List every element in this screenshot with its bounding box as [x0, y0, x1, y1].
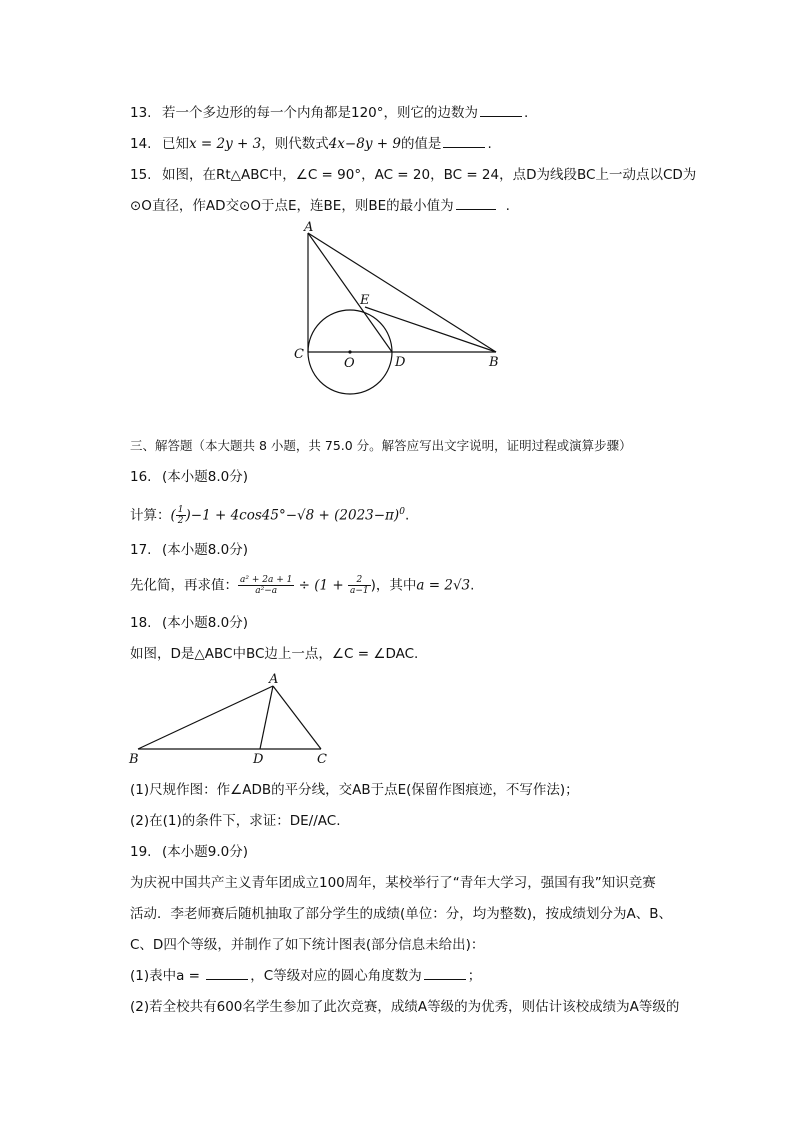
question-16-body: 计算：( $\frac{1}{2}$ )$-1 + 4\cos 45^\circ-√8 + (2023-\pi)^0$. [130, 505, 410, 526]
answer-blank [456, 197, 496, 210]
question-17-body [130, 575, 474, 596]
punctuation: . [404, 507, 410, 524]
segment-AD [260, 686, 273, 749]
segment-AB [308, 233, 496, 352]
label-C: C [317, 752, 327, 767]
question-number: 13. [130, 105, 152, 121]
question-text: 若一个多边形的每一个内角都是120°，则它的边数为 [162, 105, 479, 121]
question-text: 的值是 [400, 136, 442, 152]
punctuation: . [470, 577, 475, 594]
question-text: (1)表中a = [130, 968, 205, 984]
segment-AD [308, 233, 392, 352]
segment-AC [273, 686, 321, 749]
segment-AB [138, 686, 273, 749]
question-19-line-3: C、D四个等级，并制作了如下统计图表(部分信息未给出)： [130, 937, 485, 953]
label-D: D [395, 355, 406, 370]
label-C: C [294, 347, 304, 362]
section-heading: 三、解答题（本大题共 8 小题，共 75.0 分。解答应写出文字说明，证明过程或演算步骤） [130, 438, 632, 453]
answer-blank [424, 967, 466, 980]
question-13 [130, 104, 528, 122]
question-18-part-1: (1)尺规作图：作∠ADB的平分线，交AB于点E(保留作图痕迹，不写作法)； [130, 782, 579, 798]
question-text: ，则代数式 [261, 136, 329, 152]
question-score: (本小题8.0分) [162, 469, 249, 485]
question-text: 计算： [130, 507, 171, 524]
question-18-header [130, 614, 248, 632]
label-E: E [360, 293, 370, 308]
question-text: 如图，在Rt△ABC中，∠C = 90°，AC = 20，BC = 24，点D为线段BC上一动点以CD为 [162, 167, 697, 183]
label-B: B [129, 752, 139, 767]
label-A: A [304, 220, 314, 235]
math-condition: a = 2√3 [416, 577, 471, 594]
fraction: $\frac{2}{a-1}$ [349, 575, 369, 596]
fraction: $\frac{\text{a² + 2a + 1}}{\text{a²−a}}$ [240, 575, 293, 596]
label-B: B [489, 355, 499, 370]
question-number: 16. [130, 469, 152, 485]
question-text: ⊙O直径，作AD交⊙O于点E，连BE，则BE的最小值为 [130, 198, 454, 214]
question-18-text: 如图，D是△ABC中BC边上一点，∠C = ∠DAC. [130, 646, 419, 662]
math-condition: x = 2y + 3 [189, 136, 262, 152]
question-score: (本小题9.0分) [162, 844, 249, 860]
question-score: (本小题8.0分) [162, 542, 249, 558]
question-19-line-1: 为庆祝中国共产主义青年团成立100周年，某校举行了“青年大学习，强国有我”知识竞赛 [130, 875, 656, 891]
question-text: 先化简，再求值： [130, 577, 238, 594]
question-15-line-2 [130, 197, 510, 215]
label-O: O [344, 356, 355, 371]
question-number: 18. [130, 615, 152, 631]
figure-right-triangle-circle [280, 220, 520, 400]
question-19-line-2: 活动．李老师赛后随机抽取了部分学生的成绩(单位：分，均为整数)，按成绩划分为A、B、 [130, 906, 673, 922]
center-point-O [348, 350, 351, 353]
question-number: 14. [130, 136, 152, 152]
label-A: A [269, 672, 279, 687]
label-D: D [253, 752, 264, 767]
question-15-line-1 [130, 166, 696, 184]
punctuation: . [505, 198, 510, 214]
question-number: 19. [130, 844, 152, 860]
question-number: 17. [130, 542, 152, 558]
question-19-part-1 [130, 967, 481, 985]
question-14 [130, 135, 492, 153]
punctuation: ； [467, 968, 482, 984]
question-18-part-2: (2)在(1)的条件下，求证：DE//AC. [130, 813, 341, 829]
question-16-header [130, 468, 248, 486]
punctuation: . [487, 136, 492, 152]
question-text: )，其中 [370, 577, 417, 594]
answer-blank [480, 104, 522, 117]
fraction: $\frac{1}{2}$ [177, 505, 184, 526]
question-19-part-2: (2)若全校共有600名学生参加了此次竞赛，成绩A等级的为优秀，则估计该校成绩为A等级的 [130, 999, 680, 1015]
math-operator: ÷ (1 + [294, 577, 348, 594]
question-17-header [130, 541, 248, 559]
question-text: ，C等级对应的圆心角度数为 [250, 968, 422, 984]
question-score: (本小题8.0分) [162, 615, 249, 631]
figure-triangle-abc [125, 672, 345, 772]
math-expression: 4x−8y + 9 [328, 136, 401, 152]
answer-blank [206, 967, 248, 980]
question-text: 已知 [162, 136, 189, 152]
punctuation: . [524, 105, 529, 121]
question-19-header [130, 843, 248, 861]
math-expression: −1 + 4cos45°−√8 + (2023−π) [190, 507, 400, 524]
segment-EB [365, 307, 496, 352]
answer-blank [443, 135, 485, 148]
exponent: 0 [399, 507, 405, 517]
question-number: 15. [130, 167, 152, 183]
